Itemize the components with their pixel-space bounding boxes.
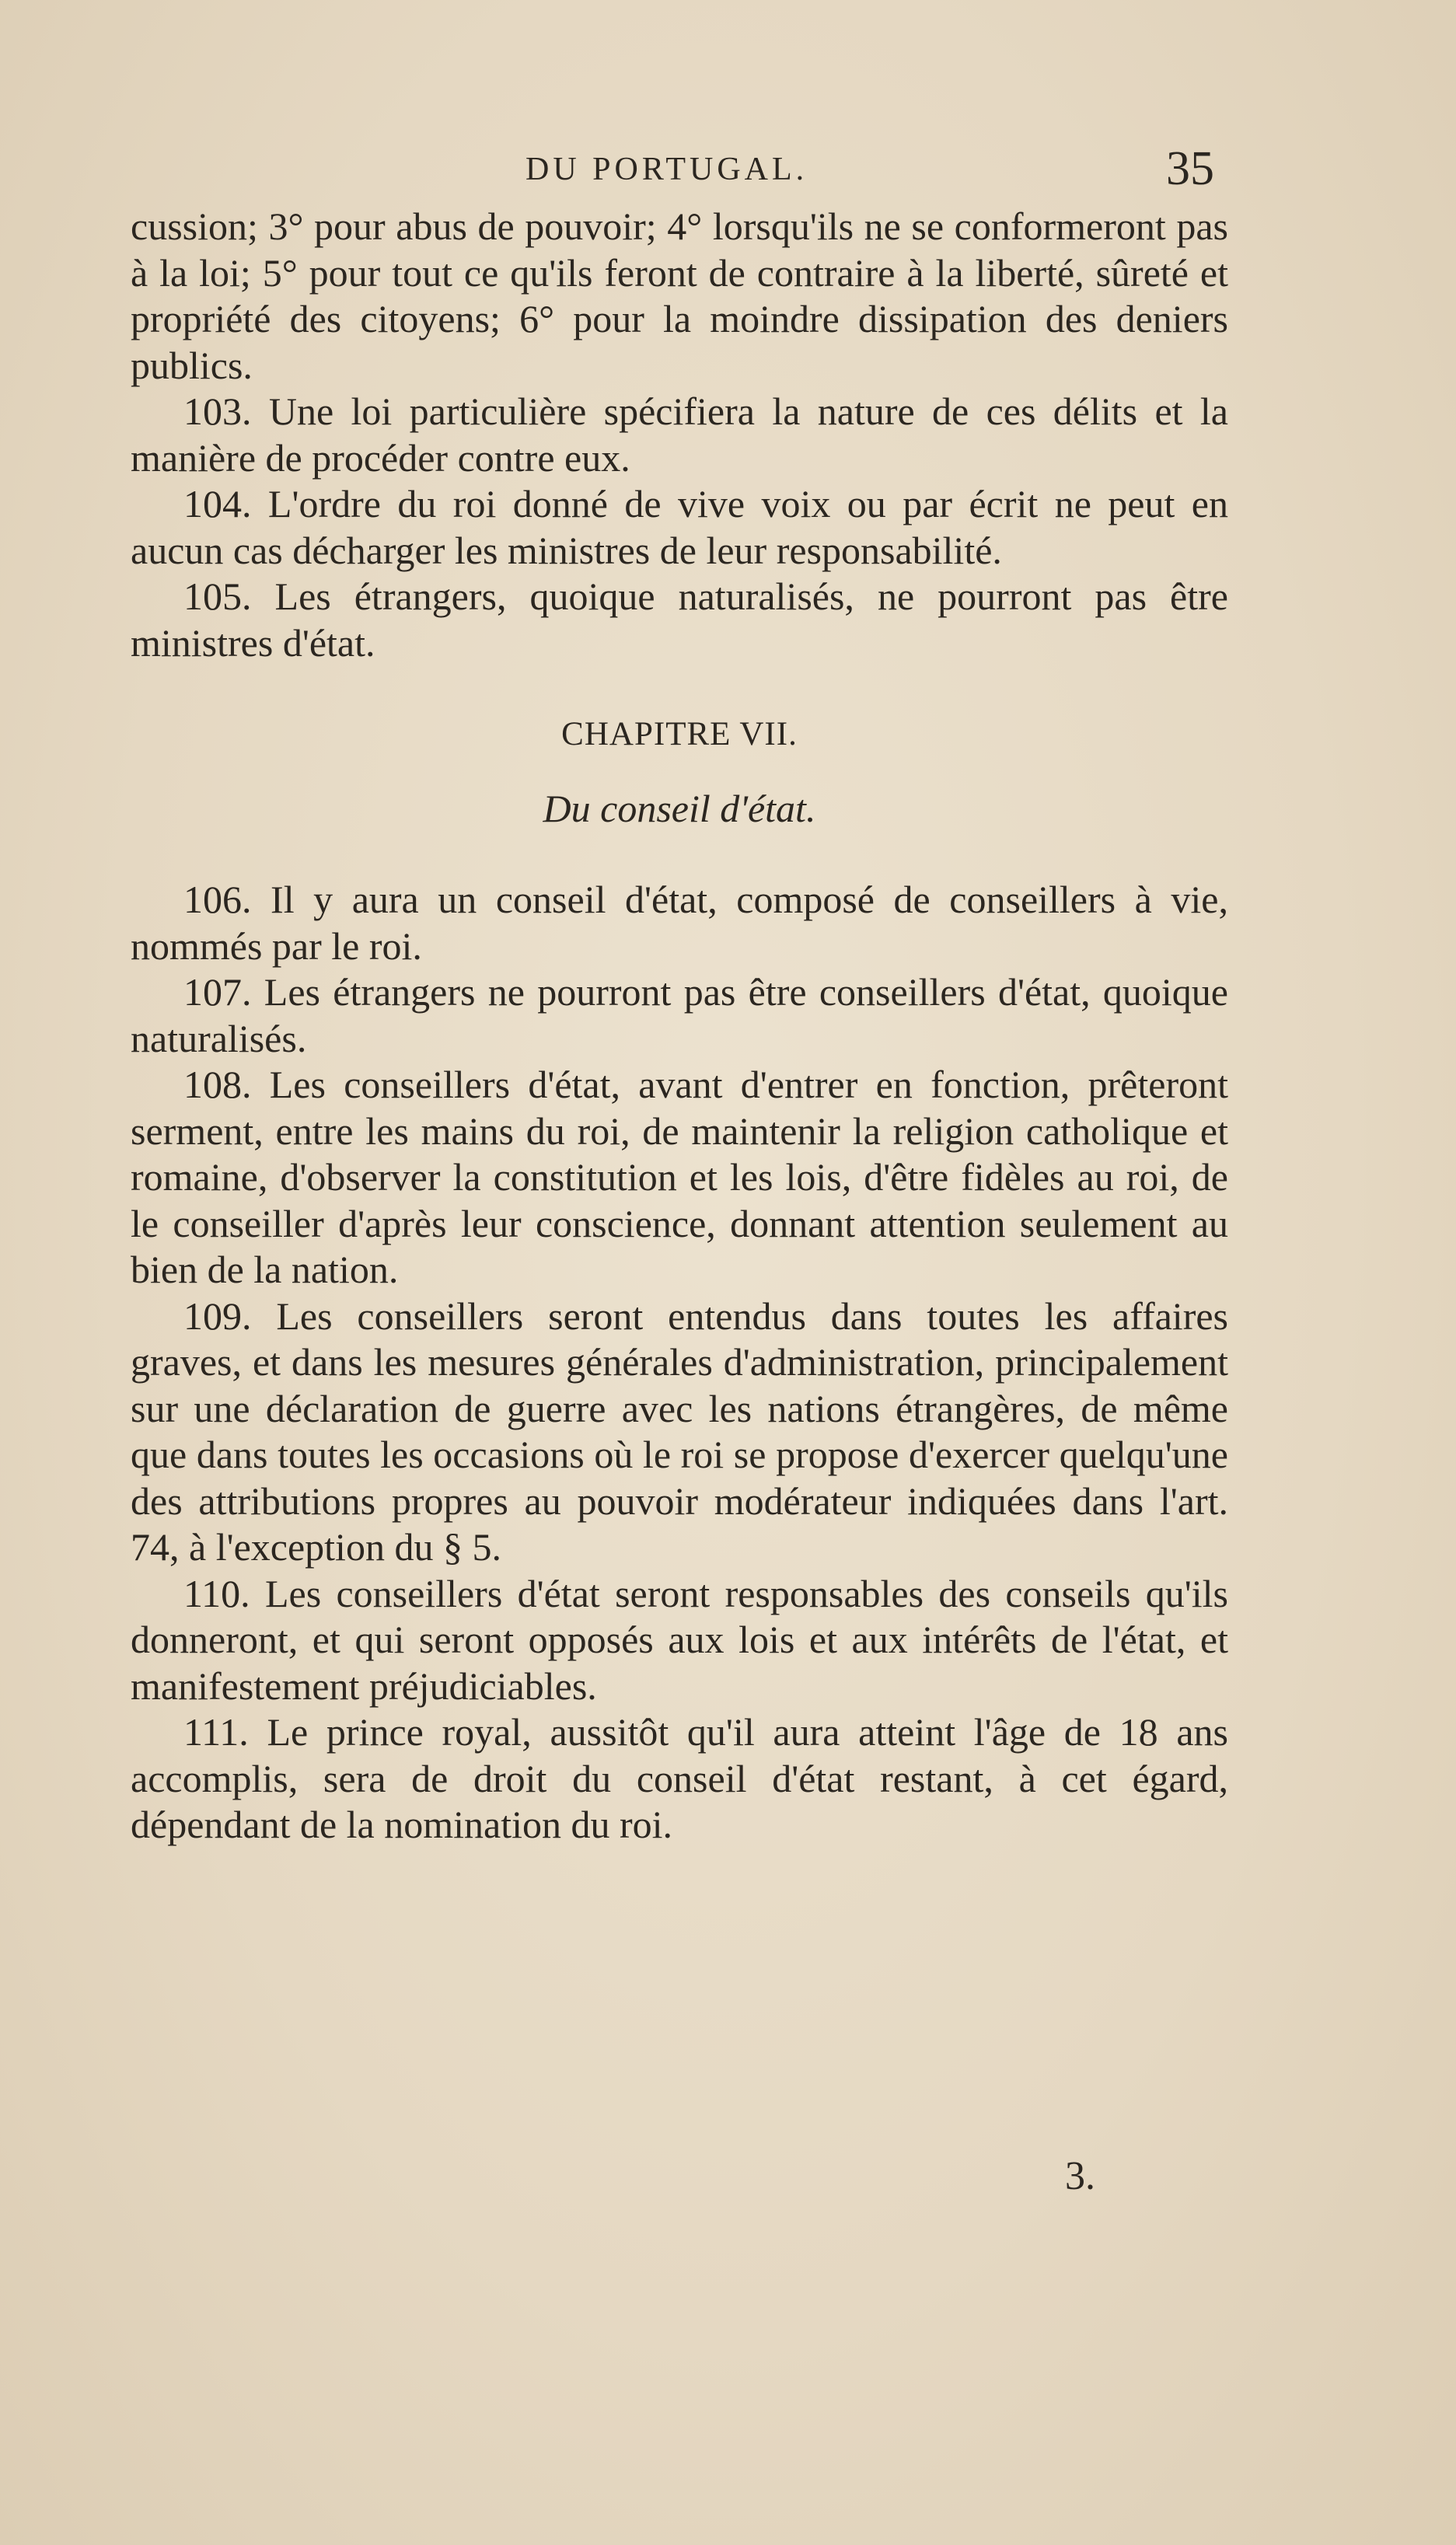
page-number: 35 <box>1166 142 1214 195</box>
article-continuation: cussion; 3° pour abus de pouvoir; 4° lorsqu'ils ne se conformeront pas à la loi; 5° pour tout ce qu'ils feront de contraire à la liberté, sûreté et propriété des citoyens; 6° pour la moindre dissipation des deniers publics. <box>131 204 1228 387</box>
signature-mark: 3. <box>1065 2154 1095 2198</box>
running-title: DU PORTUGAL. <box>525 152 808 187</box>
article-107: 107. Les étrangers ne pourront pas être conseillers d'état, quoique naturalisés. <box>131 970 1228 1060</box>
article-108: 108. Les conseillers d'état, avant d'entrer en fonction, prêteront serment, entre les mains du roi, de maintenir la religion catholique et romaine, d'observer la constitution et les lois, d'être fidèles au roi, de le conseiller d'après leur conscience, donnant attention seulement au bien de la nation. <box>131 1063 1228 1291</box>
article-109: 109. Les conseillers seront entendus dans toutes les affaires graves, et dans les mesures générales d'administration, principalement sur une déclaration de guerre avec les nations étrangères, de même que dans toutes les occasions où le roi se propose d'exercer quelqu'une des attributions propres au pouvoir modérateur indiquées dans l'art. 74, à l'exception du § 5. <box>131 1293 1228 1569</box>
article-106: 106. Il y aura un conseil d'état, composé de conseillers à vie, nommés par le roi. <box>131 878 1228 968</box>
article-103: 103. Une loi particulière spécifiera la nature de ces délits et la manière de procéder contre eux. <box>131 389 1228 480</box>
chapter-subtitle: Du conseil d'état. <box>543 786 816 830</box>
chapter-title: CHAPITRE VII. <box>561 716 798 752</box>
article-110: 110. Les conseillers d'état seront responsables des conseils qu'ils donneront, et qui seront opposés aux lois et aux intérêts de l'état, et manifestement préjudiciables. <box>131 1571 1228 1708</box>
article-111: 111. Le prince royal, aussitôt qu'il aura atteint l'âge de 18 ans accomplis, sera de droit du conseil d'état restant, à cet égard, dépendant de la nomination du roi. <box>131 1710 1228 1846</box>
article-105: 105. Les étrangers, quoique naturalisés, ne pourront pas être ministres d'état. <box>131 574 1228 665</box>
page-body <box>131 204 1228 1849</box>
page-header <box>0 141 1456 204</box>
article-104: 104. L'ordre du roi donné de vive voix ou par écrit ne peut en aucun cas décharger les ministres de leur responsabilité. <box>131 482 1228 572</box>
